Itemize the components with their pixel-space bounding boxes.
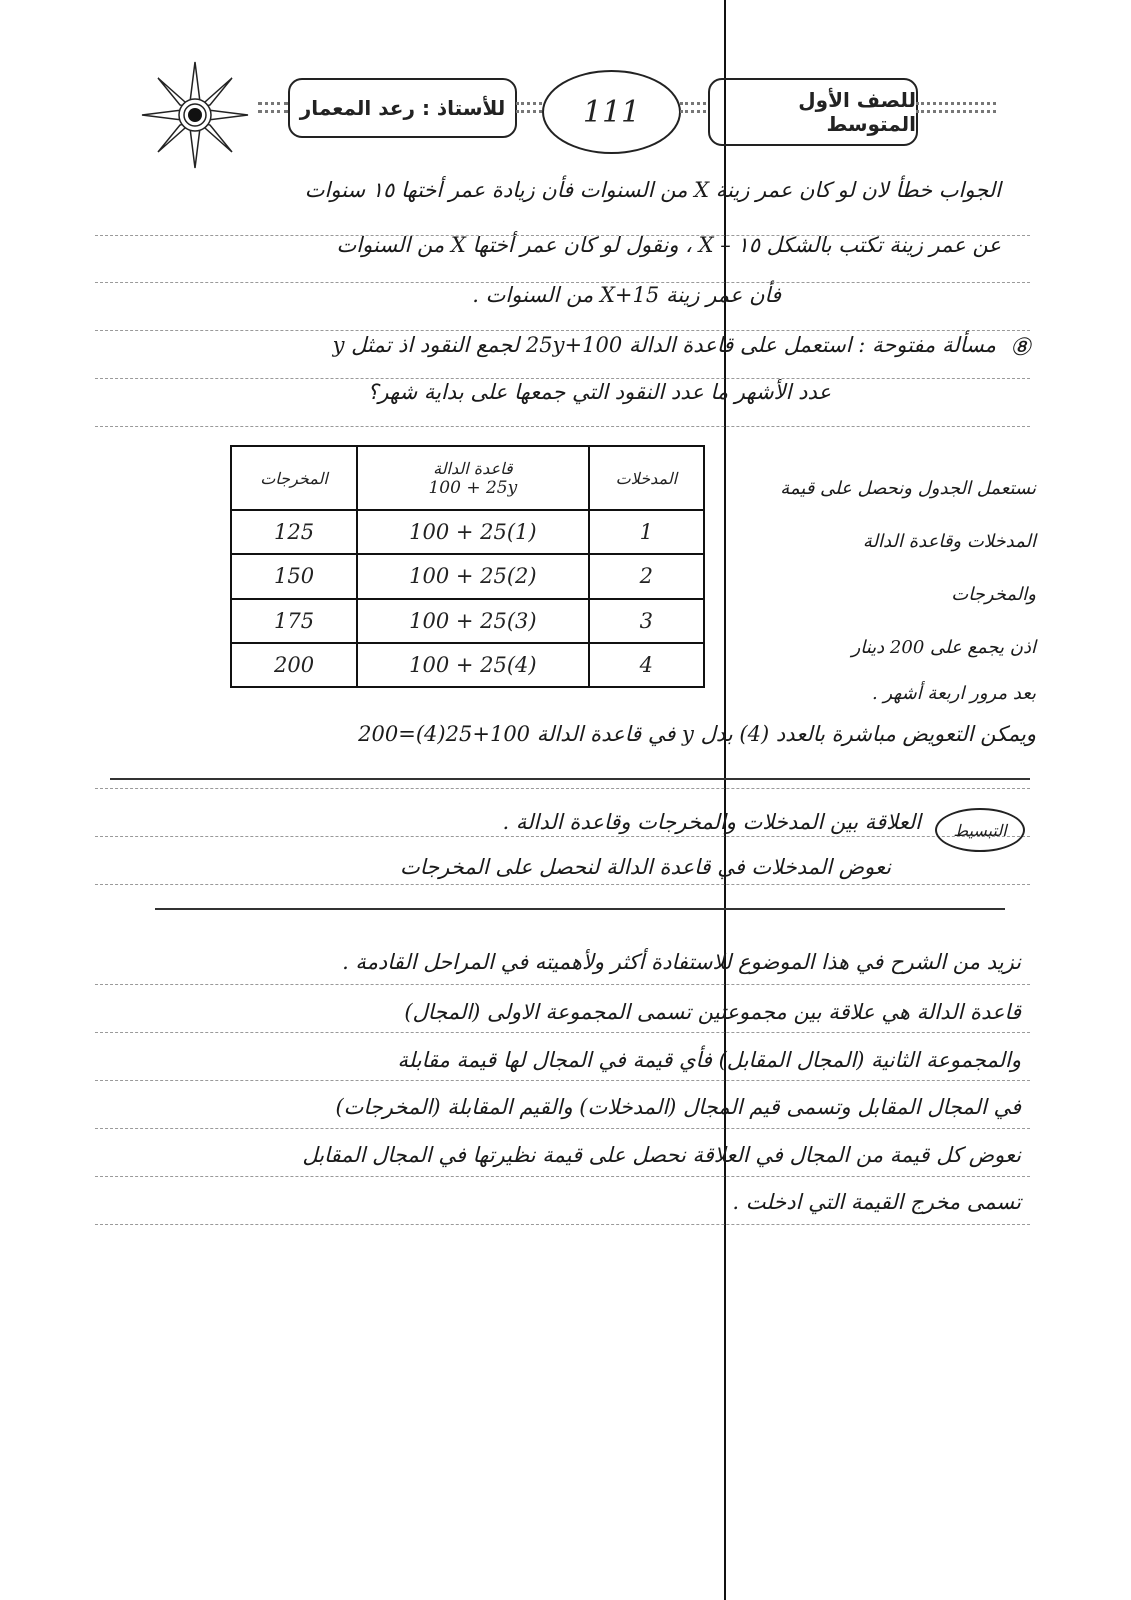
- question-number: ⑧: [1009, 333, 1031, 361]
- rule-cell: 100 + 25(3): [357, 599, 589, 643]
- rule-cell: 100 + 25(4): [357, 643, 589, 687]
- input-cell: 1: [589, 510, 704, 554]
- table-row: [231, 643, 704, 687]
- question-8-line-2: عدد الأشهر ما عدد النقود التي جمعها على بداية شهر؟: [367, 380, 831, 404]
- output-cell: 200: [231, 643, 357, 687]
- header-rule-label: قاعدة الدالة: [433, 458, 513, 478]
- ruled-line: [95, 788, 1030, 789]
- header-dots: [680, 110, 706, 113]
- header-outputs: المخرجات: [231, 446, 357, 510]
- header-dots: [680, 102, 706, 105]
- header-dots: [258, 110, 288, 113]
- ruled-line: [95, 884, 1030, 885]
- input-cell: 4: [589, 643, 704, 687]
- summary-line-1: العلاقة بين المدخلات والمخرجات وقاعدة الدالة .: [502, 810, 921, 834]
- rule-cell: 100 + 25(1): [357, 510, 589, 554]
- substitution-line: ويمكن التعويض مباشرة بالعدد (4) بدل y في قاعدة الدالة 100+25(4)=200: [358, 722, 1036, 746]
- explanation-line: نزيد من الشرح في هذا الموضوع للاستفادة أكثر ولأهميته في المراحل القادمة .: [342, 950, 1021, 974]
- answer-line-1: الجواب خطأ لان لو كان عمر زينة X من السنوات فأن زيادة عمر أختها ١٥ سنوات: [304, 178, 1001, 202]
- summary-badge: التبسيط: [935, 808, 1025, 852]
- ruled-line: [95, 1224, 1030, 1225]
- answer-line-2: عن عمر زينة تكتب بالشكل ١٥ – X ، ونقول لو كان عمر أختها X من السنوات: [336, 233, 1001, 257]
- header-dots: [916, 102, 996, 105]
- input-cell: 2: [589, 554, 704, 598]
- table-row: [231, 510, 704, 554]
- explanation-line: نعوض كل قيمة من المجال في العلاقة نحصل على قيمة نظيرتها في المجال المقابل: [302, 1143, 1021, 1167]
- teacher-name-box: للأستاذ : رعد المعمار: [288, 78, 517, 138]
- header-inputs: المدخلات: [589, 446, 704, 510]
- ruled-line: [95, 330, 1030, 331]
- sun-ornament-icon: [140, 60, 250, 170]
- ruled-line: [95, 1080, 1030, 1081]
- ruled-line: [95, 1032, 1030, 1033]
- grade-label-box: للصف الأول المتوسط: [708, 78, 918, 146]
- output-cell: 125: [231, 510, 357, 554]
- explanation-line: قاعدة الدالة هي علاقة بين مجموعتين تسمى المجموعة الاولى (المجال): [404, 1000, 1021, 1024]
- section-divider: [110, 778, 1030, 780]
- input-cell: 3: [589, 599, 704, 643]
- side-note: نستعمل الجدول ونحصل على قيمة: [780, 478, 1036, 499]
- side-note: والمخرجات: [951, 584, 1036, 605]
- question-8-line-1: مسألة مفتوحة : استعمل على قاعدة الدالة 100+25y لجمع النقود اذ تمثل y: [332, 333, 996, 357]
- answer-line-3: فأن عمر زينة X+15 من السنوات .: [472, 283, 781, 307]
- header-dots: [258, 102, 288, 105]
- explanation-line: في المجال المقابل وتسمى قيم المجال (المدخلات) والقيم المقابلة (المخرجات): [335, 1095, 1021, 1119]
- header-dots: [916, 110, 996, 113]
- header-rule-expr: 100 + 25y: [428, 477, 518, 498]
- ruled-line: [95, 1176, 1030, 1177]
- table-row: [231, 554, 704, 598]
- side-note: المدخلات وقاعدة الدالة: [862, 531, 1036, 552]
- ruled-line: [95, 426, 1030, 427]
- table-header-row: [231, 446, 704, 510]
- output-cell: 175: [231, 599, 357, 643]
- header-rule: [357, 446, 589, 510]
- summary-line-2: نعوض المدخلات في قاعدة الدالة لنحصل على المخرجات: [400, 855, 891, 879]
- page-number: 111: [542, 70, 681, 154]
- ruled-line: [95, 984, 1030, 985]
- ruled-line: [95, 378, 1030, 379]
- section-divider: [155, 908, 1005, 910]
- explanation-line: والمجموعة الثانية (المجال المقابل) فأي قيمة في المجال لها قيمة مقابلة: [397, 1048, 1021, 1072]
- output-cell: 150: [231, 554, 357, 598]
- table-row: [231, 599, 704, 643]
- function-table: [230, 445, 705, 688]
- rule-cell: 100 + 25(2): [357, 554, 589, 598]
- ruled-line: [95, 836, 1030, 837]
- explanation-line: تسمى مخرج القيمة التي ادخلت .: [732, 1190, 1021, 1214]
- ruled-line: [95, 1128, 1030, 1129]
- side-note: اذن يجمع على 200 دينار: [851, 637, 1036, 658]
- header-dots: [516, 110, 542, 113]
- header-dots: [516, 102, 542, 105]
- side-note: بعد مرور اربعة أشهر .: [871, 683, 1036, 704]
